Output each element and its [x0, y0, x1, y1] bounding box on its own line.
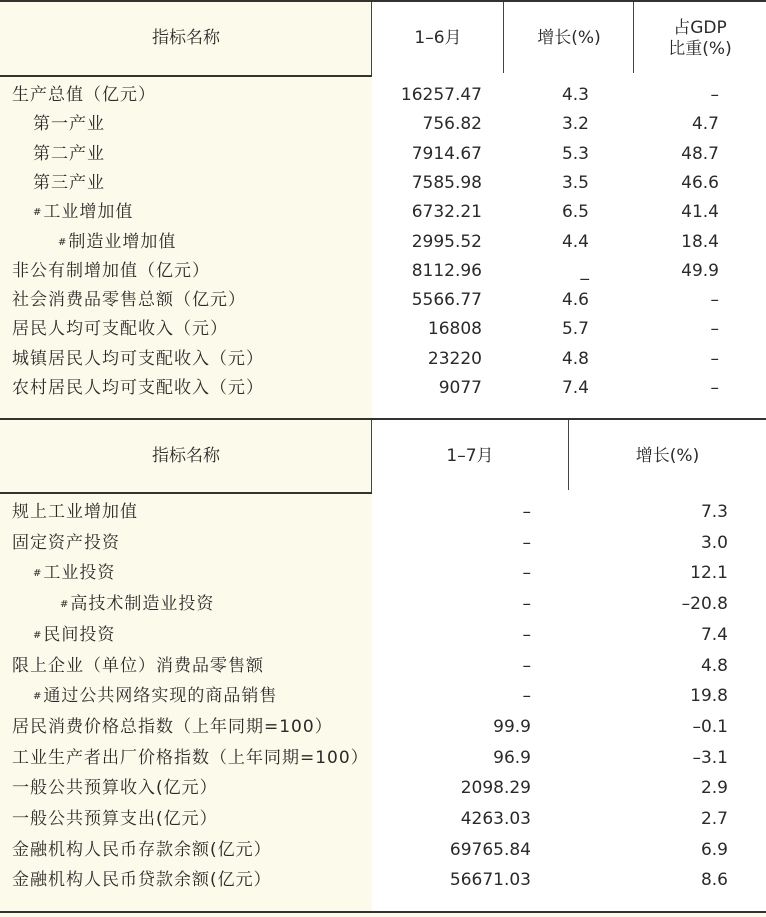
- row-name: [33, 621, 115, 650]
- table-bottom-rule: [0, 911, 766, 913]
- row-growth: 7.4: [700, 624, 728, 645]
- table2-header-growth: 增长(%): [635, 445, 700, 466]
- row-growth: 7.3: [700, 502, 728, 522]
- row-name: [12, 374, 264, 403]
- row-label: 非公有制增加值（亿元）: [12, 260, 210, 281]
- row-share: –: [710, 319, 719, 340]
- row-value: 9077: [438, 378, 482, 398]
- row-label: 工业增加值: [43, 202, 134, 223]
- row-label: 一般公共预算支出(亿元）: [12, 809, 218, 829]
- row-growth: 3.0: [700, 532, 728, 553]
- table1-header-name: 指标名称: [152, 28, 220, 48]
- row-value: 96.9: [493, 747, 531, 768]
- row-value: 56671.03: [449, 870, 531, 891]
- table1-row: [0, 374, 766, 403]
- row-label: 民间投资: [43, 624, 116, 645]
- table1-row: [0, 257, 766, 286]
- table2-row: [0, 652, 766, 681]
- row-value: –: [522, 686, 531, 707]
- table1-header: [0, 0, 766, 77]
- row-label: 通过公共网络实现的商品销售: [43, 686, 278, 707]
- table2-row: [0, 498, 766, 527]
- row-label: 规上工业增加值: [12, 502, 138, 522]
- row-name: [12, 529, 120, 558]
- row-name: [33, 682, 277, 711]
- table1-header-share: [634, 2, 766, 75]
- table2-header-name: 指标名称: [152, 445, 220, 466]
- row-growth: 4.8: [561, 348, 589, 369]
- row-growth: _: [580, 260, 589, 281]
- row-name: [33, 110, 105, 139]
- row-label: 居民人均可支配收入（元）: [12, 319, 228, 340]
- row-share: –: [710, 85, 719, 105]
- row-mark: #: [33, 568, 43, 580]
- row-name: [12, 345, 264, 374]
- row-name: [12, 805, 218, 834]
- row-value: –: [522, 624, 531, 645]
- row-growth: 7.4: [561, 378, 589, 398]
- row-label: 社会消费品零售总额（亿元）: [12, 290, 246, 311]
- row-growth: 3.5: [561, 172, 589, 193]
- row-growth: –3.1: [692, 747, 728, 768]
- row-name: [33, 169, 105, 198]
- row-name: [12, 836, 272, 865]
- row-growth: 4.8: [700, 655, 728, 676]
- row-growth: 4.6: [561, 290, 589, 311]
- row-growth: 12.1: [690, 563, 728, 584]
- row-value: 6732.21: [411, 202, 482, 223]
- row-label: 工业生产者出厂价格指数（上年同期=100）: [12, 747, 369, 768]
- table2-row: [0, 805, 766, 834]
- row-value: 2098.29: [460, 778, 531, 799]
- row-value: –: [522, 502, 531, 522]
- row-value: 7585.98: [411, 172, 482, 193]
- row-label: 金融机构人民币贷款余额(亿元）: [12, 870, 272, 891]
- table2-header-period: 1–7月: [446, 445, 494, 466]
- row-share: 41.4: [681, 202, 719, 223]
- row-growth: –20.8: [681, 594, 728, 615]
- row-value: –: [522, 594, 531, 615]
- row-share: –: [710, 378, 719, 398]
- table2-row: [0, 866, 766, 895]
- row-growth: 5.3: [561, 143, 589, 164]
- row-growth: 4.4: [561, 231, 589, 252]
- row-share: 48.7: [681, 143, 719, 164]
- table2-row: [0, 529, 766, 558]
- row-value: 69765.84: [449, 839, 531, 860]
- row-label: 金融机构人民币存款余额(亿元）: [12, 839, 272, 860]
- row-share: –: [710, 348, 719, 369]
- table1-row: [0, 198, 766, 227]
- row-name: [12, 81, 156, 110]
- row-value: 16808: [427, 319, 482, 340]
- row-label: 高技术制造业投资: [70, 594, 215, 615]
- table2-row: [0, 744, 766, 773]
- table1-row: [0, 228, 766, 257]
- row-growth: 5.7: [561, 319, 589, 340]
- row-label: 生产总值（亿元）: [12, 85, 156, 105]
- row-label: 第一产业: [33, 114, 105, 135]
- row-value: 5566.77: [411, 290, 482, 311]
- table1-header-share-line2: 比重(%): [668, 38, 732, 59]
- row-value: –: [522, 563, 531, 584]
- table2-row: [0, 774, 766, 803]
- table1-row: [0, 345, 766, 374]
- table1-header-period: 1–6月: [414, 28, 462, 48]
- row-name: [60, 590, 214, 619]
- row-share: 46.6: [681, 172, 719, 193]
- row-growth: 6.9: [700, 839, 728, 860]
- row-growth: 3.2: [561, 114, 589, 135]
- row-name: [12, 498, 138, 527]
- row-growth: 19.8: [690, 686, 728, 707]
- row-value: 16257.47: [400, 85, 482, 105]
- row-label: 一般公共预算收入(亿元）: [12, 778, 218, 799]
- row-value: 23220: [427, 348, 482, 369]
- table1-row: [0, 110, 766, 139]
- table2-row: [0, 713, 766, 742]
- row-growth: 2.7: [700, 809, 728, 829]
- row-label: 固定资产投资: [12, 532, 120, 553]
- row-growth: 6.5: [561, 202, 589, 223]
- row-growth: 2.9: [700, 778, 728, 799]
- row-value: 2995.52: [411, 231, 482, 252]
- table1-header-growth: 增长(%): [537, 28, 601, 48]
- table2-row: [0, 682, 766, 711]
- table2-row: [0, 836, 766, 865]
- row-name: [33, 140, 105, 169]
- row-name: [12, 744, 369, 773]
- row-label: 城镇居民人均可支配收入（元）: [12, 348, 264, 369]
- row-growth: 8.6: [700, 870, 728, 891]
- row-label: 居民消费价格总指数（上年同期=100）: [12, 716, 333, 737]
- row-name: [12, 774, 218, 803]
- row-growth: –0.1: [692, 716, 728, 737]
- table1-row: [0, 169, 766, 198]
- row-share: 49.9: [681, 260, 719, 281]
- row-label: 限上企业（单位）消费品零售额: [12, 655, 264, 676]
- row-label: 第二产业: [33, 143, 105, 164]
- row-value: 7914.67: [411, 143, 482, 164]
- row-value: 4263.03: [460, 809, 531, 829]
- row-name: [33, 198, 133, 227]
- row-mark: #: [60, 599, 70, 611]
- row-mark: #: [33, 629, 43, 641]
- row-label: 制造业增加值: [68, 231, 177, 252]
- row-label: 工业投资: [43, 563, 116, 584]
- row-share: 4.7: [691, 114, 719, 135]
- row-value: –: [522, 655, 531, 676]
- row-value: 99.9: [493, 716, 531, 737]
- row-name: [12, 713, 333, 742]
- row-mark: #: [58, 236, 68, 248]
- row-value: 8112.96: [411, 260, 482, 281]
- row-share: –: [710, 290, 719, 311]
- table1-row: [0, 315, 766, 344]
- row-value: –: [522, 532, 531, 553]
- table2-row: [0, 621, 766, 650]
- row-share: 18.4: [681, 231, 719, 252]
- table1-row: [0, 286, 766, 315]
- row-name: [12, 866, 272, 895]
- row-growth: 4.3: [561, 85, 589, 105]
- table2-row: [0, 559, 766, 588]
- row-mark: #: [33, 207, 43, 219]
- row-name: [12, 286, 246, 315]
- row-name: [58, 228, 176, 257]
- row-name: [12, 652, 264, 681]
- table1-row: [0, 81, 766, 110]
- table2-row: [0, 590, 766, 619]
- row-name: [12, 257, 210, 286]
- table1-header-share-line1: 占GDP: [673, 17, 727, 38]
- row-label: 农村居民人均可支配收入（元）: [12, 378, 264, 398]
- row-value: 756.82: [422, 114, 482, 135]
- row-mark: #: [33, 691, 43, 703]
- table2-header: [0, 418, 766, 494]
- row-name: [12, 315, 228, 344]
- row-name: [33, 559, 115, 588]
- row-label: 第三产业: [33, 172, 105, 193]
- table1-row: [0, 140, 766, 169]
